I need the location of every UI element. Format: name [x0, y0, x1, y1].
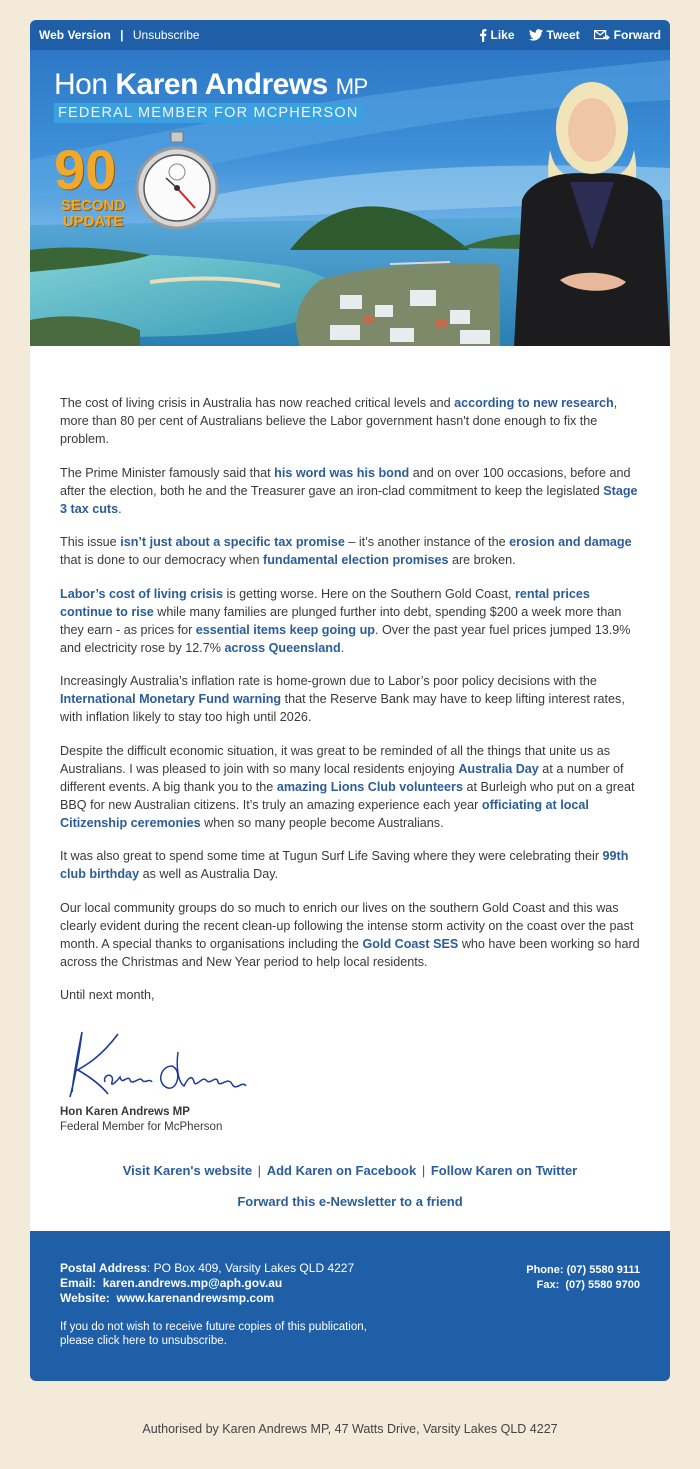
unsubscribe-note[interactable] [60, 1320, 640, 1348]
phone-row [526, 1263, 640, 1278]
newsletter-body [30, 346, 670, 1231]
website-row [60, 1291, 640, 1306]
portrait-photo [514, 82, 670, 346]
text: Despite the difficult economic situation, it was great to be reminded of all the things that unite us as Australians. I was pleased to join with so many local residents enjoying [60, 743, 611, 776]
top-bar-share [479, 28, 661, 42]
text: Increasingly Australia’s inflation rate is home-grown due to Labor’s poor policy decisions with the [60, 674, 597, 688]
text: are broken. [448, 553, 516, 567]
like-label: Like [490, 28, 515, 42]
link-australia-day[interactable]: Australia Day [458, 761, 539, 776]
link-new-research[interactable]: according to new research [454, 396, 614, 410]
paragraph-5 [60, 672, 640, 726]
forward-newsletter-link[interactable]: Forward this e-Newsletter to a friend [237, 1194, 463, 1209]
link-99th-birthday[interactable]: 99th club birthday [60, 849, 629, 881]
unsubscribe-link[interactable]: Unsubscribe [132, 28, 200, 42]
top-bar-separator: | [120, 28, 124, 42]
badge-line-2: UPDATE [62, 213, 124, 230]
website-label: Website: [60, 1291, 110, 1305]
link-separator: | [257, 1163, 262, 1178]
text: . Over the past year fuel prices jumped 13.9% and electricity rose by 12.7% [60, 622, 631, 655]
forward-label: Forward [613, 28, 661, 42]
text: Our local community groups do so much to enrich our lives on the southern Gold Coast and this was clearly evident during the recent clean-up following the intense storm activity on the coast over the past month. A special thanks to organisations including the [60, 900, 634, 951]
text: The cost of living crisis in Australia has now reached critical levels and [60, 396, 455, 410]
unsubscribe-line-2: please click here to unsubscribe. [60, 1335, 227, 1347]
link-rental-prices[interactable]: rental prices continue to rise [60, 586, 590, 619]
header-banner [30, 50, 670, 346]
text: . [340, 640, 345, 655]
link-across-queensland[interactable]: across Queensland [224, 640, 341, 655]
unsubscribe-line-1: If you do not wish to receive future copies of this publication, [60, 1321, 367, 1333]
text: at a number of different events. A big thank you to the [60, 761, 624, 794]
signature-name: Hon Karen Andrews MP [60, 1106, 190, 1118]
paragraph-7 [60, 847, 640, 883]
link-imf-warning[interactable]: International Monetary Fund warning [60, 692, 282, 706]
top-bar [30, 20, 670, 50]
handwritten-signature [60, 1022, 250, 1102]
badge-line-1: SECOND [60, 197, 126, 214]
text: This issue [60, 535, 121, 549]
fax-row [526, 1278, 640, 1293]
text: , more than 80 per cent of Australians believe the Labor government hasn't done enough to fix the problem. [60, 396, 618, 446]
text: – it’s another instance of the [344, 535, 510, 549]
email-link[interactable]: karen.andrews.mp@aph.gov.au [102, 1276, 283, 1290]
website-link[interactable]: www.karenandrewsmp.com [116, 1291, 275, 1305]
text: is getting worse. Here on the Southern Gold Coast, [223, 586, 515, 601]
twitter-link[interactable]: Follow Karen on Twitter [430, 1163, 578, 1178]
text: as well as Australia Day. [139, 867, 279, 881]
visit-website-link[interactable]: Visit Karen's website [122, 1163, 253, 1178]
newsletter [30, 20, 670, 1381]
email-label: Email: [60, 1276, 97, 1290]
link-lions-club[interactable]: amazing Lions Club volunteers [276, 779, 463, 794]
text: while many families are plunged further into debt, spending $200 a week more than they earn - as prices for [60, 604, 622, 637]
text: that the Reserve Bank may have to keep lifting interest rates, with inflation likely to stay too high until 2026. [60, 692, 625, 724]
fax-label: Fax: [536, 1279, 560, 1291]
link-word-bond[interactable]: his word was his bond [274, 465, 410, 480]
banner-name-main: Karen Andrews [115, 68, 328, 101]
phone-label: Phone: [526, 1264, 564, 1276]
link-cost-of-living[interactable]: Labor’s cost of living crisis [60, 586, 224, 601]
link-tax-promise[interactable]: isn’t just about a specific tax promise [120, 535, 345, 549]
link-stage-3[interactable]: Stage 3 tax cuts [60, 483, 638, 516]
forward-button[interactable] [594, 28, 661, 42]
banner-name-prefix: Hon [54, 68, 108, 101]
link-gold-coast-ses[interactable]: Gold Coast SES [362, 936, 459, 951]
footer [30, 1231, 670, 1381]
text: The Prime Minister famously said that [60, 465, 275, 480]
fax-value: (07) 5580 9700 [565, 1279, 640, 1291]
twitter-bird-icon [529, 29, 543, 41]
text: . [118, 501, 122, 516]
web-version-link[interactable]: Web Version [39, 28, 111, 42]
link-separator: | [421, 1163, 426, 1178]
paragraph-1 [60, 394, 640, 448]
paragraph-8 [60, 899, 640, 971]
text: when so many people become Australians. [200, 815, 444, 830]
banner-role: FEDERAL MEMBER FOR MCPHERSON [54, 103, 363, 123]
closing-line: Until next month, [60, 988, 155, 1002]
link-essential-items[interactable]: essential items keep going up [195, 622, 375, 637]
postal-value: : PO Box 409, Varsity Lakes QLD 4227 [146, 1261, 355, 1275]
banner-title [54, 68, 368, 102]
tweet-button[interactable] [529, 28, 580, 42]
text: who have been working so hard across the Christmas and New Year period to help local residents. [60, 936, 640, 969]
paragraph-6 [60, 742, 640, 832]
text: that is done to our democracy when [60, 553, 264, 567]
text: at Burleigh who put on a great BBQ for new Australian citizens. It’s truly an amazing experience each year [60, 779, 635, 812]
link-citizenship[interactable]: officiating at local Citizenship ceremonies [60, 797, 589, 830]
text: It was also great to spend some time at Tugun Surf Life Saving where they were celebrating their [60, 849, 603, 863]
text: and on over 100 occasions, before and after the election, both he and the Treasurer gave an iron-clad commitment to keep the legislated [60, 465, 631, 498]
facebook-icon [479, 29, 487, 42]
paragraph-3 [60, 533, 640, 569]
contact-numbers [526, 1263, 640, 1293]
tweet-label: Tweet [546, 28, 580, 42]
signature-role: Federal Member for McPherson [60, 1121, 223, 1133]
facebook-like-button[interactable] [479, 28, 515, 42]
authorisation-note: Authorised by Karen Andrews MP, 47 Watts Drive, Varsity Lakes QLD 4227 [142, 1422, 558, 1436]
facebook-link[interactable]: Add Karen on Facebook [266, 1163, 417, 1178]
paragraph-2 [60, 464, 640, 518]
badge-number: 90 [54, 138, 117, 201]
social-links [60, 1163, 640, 1178]
forward-section [60, 1194, 640, 1209]
banner-name-suffix: MP [335, 74, 368, 99]
link-election-promises[interactable]: fundamental election promises [263, 553, 449, 567]
phone-value[interactable]: (07) 5580 9111 [566, 1264, 640, 1276]
envelope-forward-icon [594, 30, 610, 41]
link-erosion-damage[interactable]: erosion and damage [509, 535, 632, 549]
postal-label: Postal Address [60, 1261, 147, 1275]
badge-text [56, 198, 130, 230]
paragraph-4 [60, 585, 640, 657]
top-bar-left [39, 28, 200, 42]
